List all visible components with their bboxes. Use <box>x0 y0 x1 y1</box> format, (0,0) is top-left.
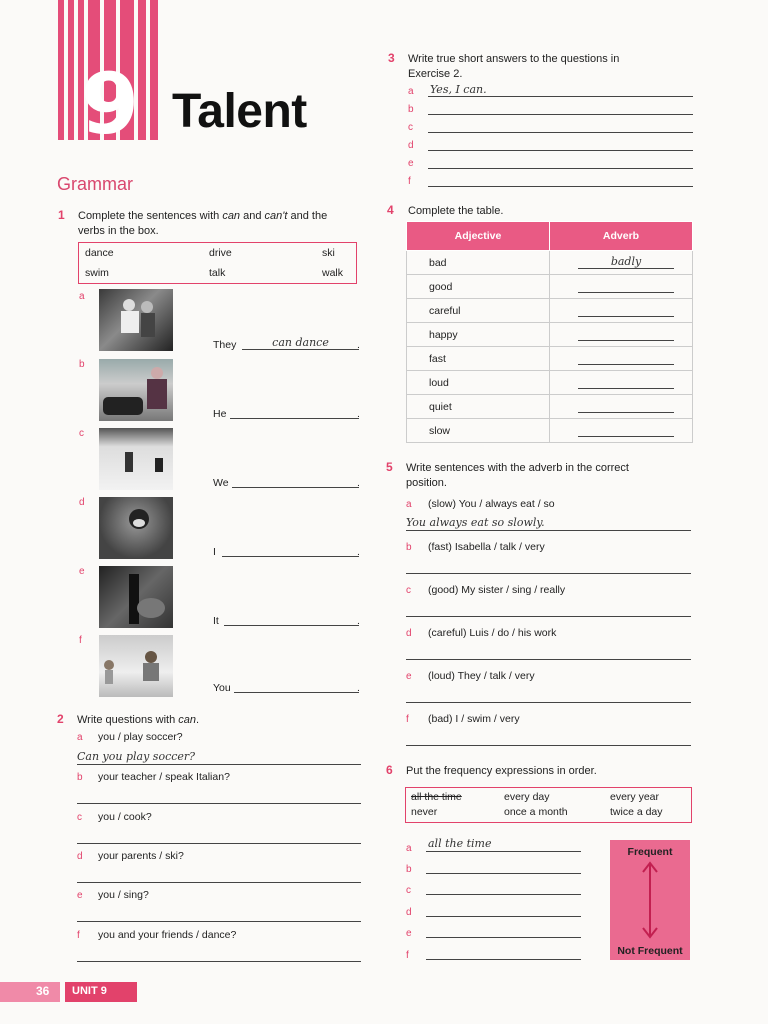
table-header-adverb: Adverb <box>550 222 693 251</box>
sentence-prompt: (good) My sister / sing / really <box>428 584 566 596</box>
adverb-cell[interactable] <box>550 347 693 371</box>
answer-line[interactable] <box>428 168 693 169</box>
question-prompt: you / sing? <box>98 889 149 901</box>
item-letter: f <box>77 930 80 941</box>
item-letter: f <box>79 635 82 646</box>
item-letter: c <box>77 812 82 823</box>
answer-line[interactable] <box>428 186 693 187</box>
box-word: every year <box>610 791 660 803</box>
item-letter: b <box>77 772 83 783</box>
answer-line[interactable] <box>77 921 361 922</box>
box-word: ski <box>322 247 335 259</box>
box-word: drive <box>209 247 232 259</box>
box-word: every day <box>504 791 550 803</box>
answer-line[interactable] <box>426 894 581 895</box>
exercise-number: 2 <box>57 712 64 726</box>
table-row <box>407 275 693 299</box>
photo-man-by-car <box>99 359 173 421</box>
sentence-prompt: (careful) Luis / do / his work <box>428 627 557 639</box>
adjective-cell: quiet <box>407 395 550 419</box>
answer-line[interactable] <box>406 530 691 531</box>
answer-line[interactable] <box>426 959 581 960</box>
exercise-instruction: Complete the table. <box>408 205 504 217</box>
answer-line[interactable] <box>406 573 691 574</box>
item-letter: d <box>406 628 412 639</box>
question-prompt: you and your friends / dance? <box>98 929 237 941</box>
answer-line[interactable] <box>242 349 359 350</box>
question-prompt: you / play soccer? <box>98 731 183 743</box>
exercise-instruction: Write questions with can. <box>77 714 200 726</box>
photo-baby-walking <box>99 635 173 697</box>
question-prompt: your parents / ski? <box>98 850 184 862</box>
answer-line[interactable] <box>222 556 359 557</box>
adjective-cell: good <box>407 275 550 299</box>
item-letter: c <box>408 122 413 133</box>
item-letter: d <box>406 907 412 918</box>
exercise-instruction: Complete the sentences with can and can't and the verbs in the box. <box>78 210 328 237</box>
answer-line[interactable] <box>406 616 691 617</box>
adverb-cell[interactable] <box>550 323 693 347</box>
answer-line[interactable] <box>428 150 693 151</box>
answer-line[interactable] <box>406 745 691 746</box>
sentence-prompt: (slow) You / always eat / so <box>428 498 555 510</box>
table-header-adjective: Adjective <box>407 222 550 251</box>
exercise-instruction: Put the frequency expressions in order. <box>406 765 597 777</box>
answer-line[interactable] <box>426 851 581 852</box>
sentence-subject: I <box>213 546 216 558</box>
table-row <box>407 395 693 419</box>
item-letter: f <box>406 714 409 725</box>
adjective-cell: careful <box>407 299 550 323</box>
photo-dog-and-person <box>99 566 173 628</box>
sentence-subject: It <box>213 615 219 627</box>
frequency-scale-panel <box>610 840 690 960</box>
answer-line[interactable] <box>426 873 581 874</box>
exercise-number: 6 <box>386 763 393 777</box>
item-letter: b <box>79 359 85 370</box>
adjective-adverb-table <box>406 221 693 443</box>
box-word: never <box>411 806 438 818</box>
adjective-cell: happy <box>407 323 550 347</box>
answer-line[interactable] <box>224 625 359 626</box>
unit-number: 9 <box>80 55 140 153</box>
answer-line[interactable] <box>77 764 361 765</box>
box-word: swim <box>85 267 109 279</box>
adverb-cell[interactable] <box>550 251 693 275</box>
answer-text: Can you play soccer? <box>77 750 196 763</box>
answer-text: badly <box>610 255 642 268</box>
frequency-word-box <box>405 787 692 823</box>
answer-text: Yes, I can. <box>430 83 487 96</box>
answer-line[interactable] <box>428 96 693 97</box>
answer-line[interactable] <box>406 659 691 660</box>
table-row <box>407 323 693 347</box>
sentence-prompt: (bad) I / swim / very <box>428 713 520 725</box>
answer-line[interactable] <box>77 843 361 844</box>
item-letter: c <box>406 585 411 596</box>
exercise-number: 4 <box>387 203 394 217</box>
answer-line[interactable] <box>230 418 359 419</box>
sentence-prompt: (loud) They / talk / very <box>428 670 535 682</box>
box-word: once a month <box>504 806 568 818</box>
item-letter: c <box>406 885 411 896</box>
question-prompt: your teacher / speak Italian? <box>98 771 230 783</box>
item-letter: b <box>408 104 414 115</box>
answer-text: can dance <box>272 336 329 349</box>
table-row <box>407 347 693 371</box>
word-box <box>78 242 357 284</box>
sentence-prompt: (fast) Isabella / talk / very <box>428 541 545 553</box>
answer-line[interactable] <box>428 114 693 115</box>
sentence-subject: He <box>213 408 227 420</box>
photo-couple-dancing <box>99 289 173 351</box>
page-number-bar <box>0 982 60 1002</box>
item-letter: a <box>406 843 412 854</box>
answer-text: You always eat so slowly. <box>406 516 545 529</box>
answer-line[interactable] <box>406 702 691 703</box>
page-number: 36 <box>36 984 50 998</box>
adverb-cell[interactable] <box>550 275 693 299</box>
not-frequent-label: Not Frequent <box>617 945 683 957</box>
table-row <box>407 251 693 275</box>
item-letter: e <box>406 928 412 939</box>
adverb-cell[interactable] <box>550 395 693 419</box>
table-row <box>407 419 693 443</box>
adverb-cell[interactable] <box>550 299 693 323</box>
frequent-label: Frequent <box>627 846 673 858</box>
box-word: all the time <box>411 791 462 803</box>
item-letter: f <box>406 950 409 961</box>
sentence-subject: They <box>213 339 237 351</box>
adverb-cell[interactable] <box>550 371 693 395</box>
adjective-cell: slow <box>407 419 550 443</box>
section-heading: Grammar <box>57 174 133 194</box>
box-word: dance <box>85 247 114 259</box>
item-letter: e <box>77 890 83 901</box>
sentence-subject: We <box>213 477 229 489</box>
answer-line[interactable] <box>77 803 361 804</box>
table-row <box>407 299 693 323</box>
table-row <box>407 371 693 395</box>
page-title: Talent <box>172 85 307 138</box>
exercise-number: 3 <box>388 51 395 65</box>
box-word: talk <box>209 267 226 279</box>
item-letter: a <box>408 86 414 97</box>
adjective-cell: bad <box>407 251 550 275</box>
adjective-cell: fast <box>407 347 550 371</box>
box-word: twice a day <box>610 806 663 818</box>
answer-line[interactable] <box>426 916 581 917</box>
exercise-instruction: Write sentences with the adverb in the correct position. <box>406 462 629 489</box>
item-letter: d <box>79 497 85 508</box>
adverb-cell[interactable] <box>550 419 693 443</box>
item-letter: e <box>408 158 414 169</box>
exercise-instruction: Write true short answers to the questions in Exercise 2. <box>408 53 620 80</box>
question-prompt: you / cook? <box>98 811 152 823</box>
answer-line[interactable] <box>234 692 359 693</box>
box-word: walk <box>322 267 344 279</box>
item-letter: e <box>79 566 85 577</box>
item-letter: f <box>408 176 411 187</box>
unit-label: UNIT 9 <box>72 985 107 997</box>
item-letter: c <box>79 428 84 439</box>
item-letter: a <box>79 291 85 302</box>
answer-line[interactable] <box>77 961 361 962</box>
exercise-number: 5 <box>386 460 393 474</box>
item-letter: b <box>406 864 412 875</box>
answer-line[interactable] <box>426 937 581 938</box>
item-letter: b <box>406 542 412 553</box>
adjective-cell: loud <box>407 371 550 395</box>
photo-skiers-on-snow <box>99 428 173 490</box>
exercise-number: 1 <box>58 208 65 222</box>
item-letter: a <box>77 732 83 743</box>
answer-line[interactable] <box>77 882 361 883</box>
item-letter: e <box>406 671 412 682</box>
item-letter: d <box>408 140 414 151</box>
item-letter: a <box>406 499 412 510</box>
double-arrow-icon <box>640 860 660 940</box>
photo-person-swimming <box>99 497 173 559</box>
answer-line[interactable] <box>428 132 693 133</box>
item-letter: d <box>77 851 83 862</box>
sentence-subject: You <box>213 682 231 694</box>
answer-text: all the time <box>428 837 492 850</box>
answer-line[interactable] <box>232 487 359 488</box>
